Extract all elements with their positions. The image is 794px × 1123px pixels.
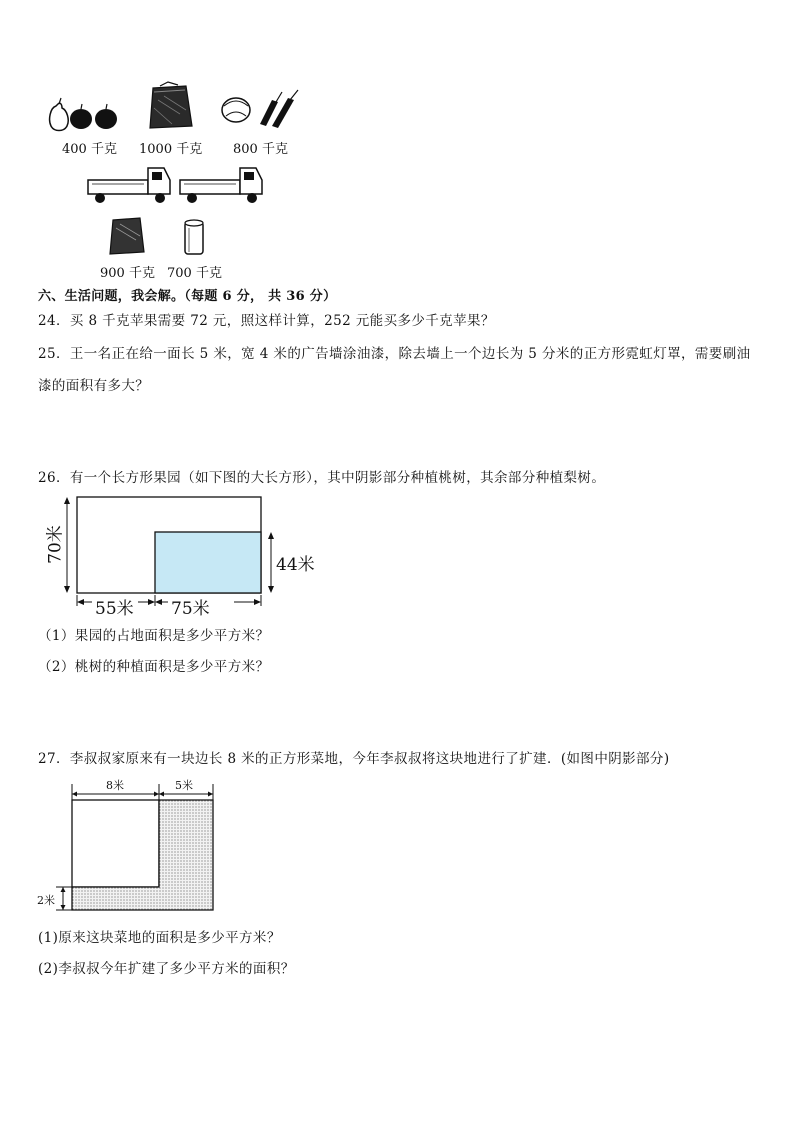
peach-area [155,532,261,593]
question-24: 24．买 8 千克苹果需要 72 元，照这样计算，252 元能买多少千克苹果？ [38,313,495,329]
extension-height-label: 2米 [37,894,55,907]
question-26-part-2: （2）桃树的种植面积是多少平方米？ [38,659,270,675]
orchard-height-label: 70米 [45,525,66,564]
vegetables-icon [222,90,298,128]
sack-weight: 1000 千克 [139,142,203,157]
goods-illustration [40,80,320,285]
truck-icon-right [180,168,262,203]
peach-width-label: 75米 [171,599,210,619]
question-27-part-2: (2)李叔叔今年扩建了多少平方米的面积？ [38,961,295,977]
truck-icon-left [88,168,170,203]
garden-diagram [36,776,226,916]
extension-width-label: 5米 [175,779,193,792]
barrel-icon [185,220,203,254]
coal-sack-icon [110,218,144,254]
barrel-weight: 700 千克 [167,266,222,281]
original-plot [72,800,159,887]
question-26-part-1: （1）果园的占地面积是多少平方米？ [38,628,270,644]
fruit-icon [50,98,117,131]
garden-figure [36,776,226,916]
peach-height-label: 44米 [276,555,315,575]
question-26: 26．有一个长方形果园（如下图的大长方形），其中阴影部分种植桃树，其余部分种植梨树。 [38,470,606,486]
sack-icon [150,82,192,128]
question-27-part-1: (1)原来这块菜地的面积是多少平方米？ [38,930,281,946]
goods-drawing [40,80,320,285]
section-heading: 六、生活问题，我会解。（每题 6 分， 共 36 分） [38,289,337,304]
plot-side-label: 8米 [106,779,124,792]
orchard-figure [40,494,330,619]
left-width-label: 55米 [95,599,134,619]
question-25: 25．王一名正在给一面长 5 米，宽 4 米的广告墙涂油漆，除去墙上一个边长为 5 分米的正方形霓虹灯罩，需要刷油漆的面积有多大？ [38,346,751,394]
fruit-weight: 400 千克 [62,142,117,157]
vegetables-weight: 800 千克 [233,142,288,157]
question-27: 27．李叔叔家原来有一块边长 8 米的正方形菜地，今年李叔叔将这块地进行了扩建．(如图中阴影部分) [38,751,670,767]
coal-weight: 900 千克 [100,266,155,281]
